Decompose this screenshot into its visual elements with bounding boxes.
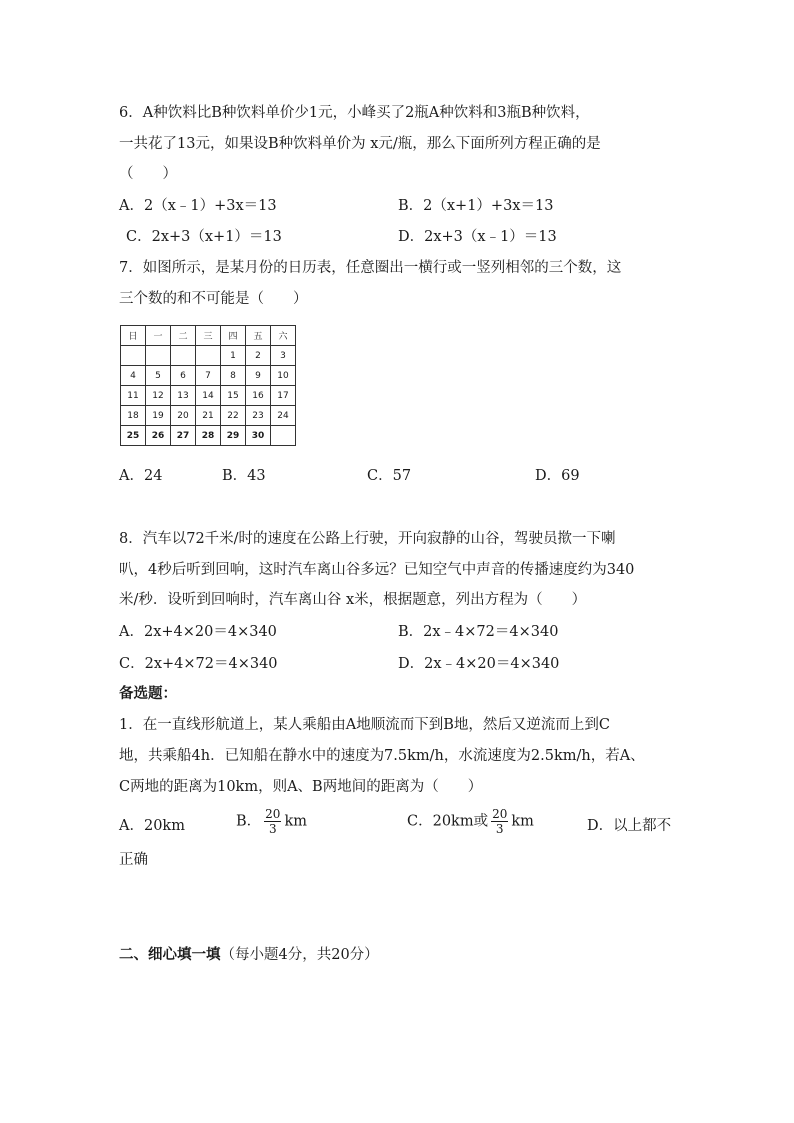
calendar-cell: 24 [271, 406, 296, 426]
option-c-unit: km [511, 813, 534, 830]
q6-option-d: D．2x+3（x﹣1）＝13 [398, 229, 557, 245]
calendar-cell: 3 [271, 346, 296, 366]
calendar-header-row [121, 326, 296, 346]
calendar-cell [146, 346, 171, 366]
q6-option-c: C．2x+3（x+1）＝13 [126, 229, 282, 245]
q7-stem-line-1: 7．如图所示，是某月份的日历表，任意圈出一横行或一竖列相邻的三个数，这 [119, 260, 622, 276]
calendar-header-cell: 五 [246, 326, 271, 346]
calendar-row [121, 386, 296, 406]
backup-q1-option-c [407, 807, 534, 836]
q6-option-a: A．2（x﹣1）+3x＝13 [119, 198, 277, 214]
calendar-cell: 25 [121, 426, 146, 446]
q8-option-d: D．2x﹣4×20＝4×340 [398, 656, 560, 672]
calendar-header-cell: 三 [196, 326, 221, 346]
calendar-cell: 10 [271, 366, 296, 386]
backup-q1-stem-line-3: C两地的距离为10km，则A、B两地间的距离为（ ） [119, 779, 483, 795]
fraction-denominator: 3 [268, 822, 277, 836]
calendar-cell: 21 [196, 406, 221, 426]
calendar-cell: 14 [196, 386, 221, 406]
calendar-cell: 17 [271, 386, 296, 406]
calendar-cell: 8 [221, 366, 246, 386]
calendar-cell: 12 [146, 386, 171, 406]
q6-stem-line-1: 6．A种饮料比B种饮料单价少1元，小峰买了2瓶A种饮料和3瓶B种饮料， [119, 105, 590, 121]
section-2-heading [119, 945, 379, 965]
calendar-cell [171, 346, 196, 366]
section-2-note: （每小题4分，共20分） [220, 947, 379, 963]
q8-stem-line-1: 8．汽车以72千米/时的速度在公路上行驶，开向寂静的山谷，驾驶员揿一下喇 [119, 531, 616, 547]
calendar-header-cell: 六 [271, 326, 296, 346]
section-2-title: 二、细心填一填 [119, 946, 221, 963]
q6-blank: （ ） [119, 166, 177, 182]
calendar-header-cell: 一 [146, 326, 171, 346]
calendar-cell: 9 [246, 366, 271, 386]
calendar-cell: 5 [146, 366, 171, 386]
q7-option-c: C．57 [367, 468, 412, 484]
calendar-cell: 2 [246, 346, 271, 366]
q6-option-b: B．2（x+1）+3x＝13 [398, 198, 554, 214]
calendar-cell: 13 [171, 386, 196, 406]
calendar-cell [271, 426, 296, 446]
q7-option-d: D．69 [535, 468, 580, 484]
fraction-20-over-3 [264, 807, 281, 836]
calendar-header-cell: 四 [221, 326, 246, 346]
q6-stem-line-2: 一共花了13元，如果设B种饮料单价为 x元/瓶，那么下面所列方程正确的是 [119, 136, 601, 152]
q7-option-a: A．24 [119, 468, 163, 484]
calendar-cell: 30 [246, 426, 271, 446]
calendar-table [120, 325, 296, 446]
calendar-cell [121, 346, 146, 366]
option-c-prefix: C．20km或 [407, 813, 489, 830]
backup-q1-option-d-continued: 正确 [119, 852, 148, 868]
q8-option-c: C．2x+4×72＝4×340 [119, 656, 278, 672]
option-b-unit: km [284, 813, 307, 830]
q8-option-a: A．2x+4×20＝4×340 [119, 624, 277, 640]
calendar-cell: 19 [146, 406, 171, 426]
calendar-cell: 23 [246, 406, 271, 426]
calendar-cell: 27 [171, 426, 196, 446]
calendar-row [121, 406, 296, 426]
calendar-cell: 7 [196, 366, 221, 386]
calendar-cell: 28 [196, 426, 221, 446]
calendar-cell: 26 [146, 426, 171, 446]
calendar-cell: 29 [221, 426, 246, 446]
calendar-header-cell: 二 [171, 326, 196, 346]
fraction-20-over-3 [491, 807, 508, 836]
calendar-cell: 6 [171, 366, 196, 386]
fraction-denominator: 3 [495, 822, 504, 836]
fraction-numerator: 20 [492, 807, 508, 821]
fraction-numerator: 20 [265, 807, 281, 821]
backup-q1-stem-line-1: 1．在一直线形航道上，某人乘船由A地顺流而下到B地，然后又逆流而上到C [119, 717, 610, 733]
q7-option-b: B．43 [222, 468, 266, 484]
calendar-cell: 16 [246, 386, 271, 406]
backup-q1-option-b [236, 807, 307, 836]
q8-option-b: B．2x﹣4×72＝4×340 [398, 624, 559, 640]
calendar-row [121, 346, 296, 366]
q8-stem-line-2: 叭，4秒后听到回响，这时汽车离山谷多远？已知空气中声音的传播速度约为340 [119, 562, 635, 578]
calendar-cell: 4 [121, 366, 146, 386]
calendar-row [121, 366, 296, 386]
calendar-cell [196, 346, 221, 366]
calendar-header-cell: 日 [121, 326, 146, 346]
q7-stem-line-2: 三个数的和不可能是（ ） [119, 291, 308, 307]
option-b-prefix: B． [236, 813, 262, 830]
calendar-cell: 20 [171, 406, 196, 426]
calendar-cell: 22 [221, 406, 246, 426]
calendar-cell: 11 [121, 386, 146, 406]
calendar-cell: 15 [221, 386, 246, 406]
q8-stem-line-3: 米/秒．设听到回响时，汽车离山谷 x米，根据题意，列出方程为（ ） [119, 592, 587, 608]
backup-section-title: 备选题： [119, 685, 177, 702]
calendar-cell: 18 [121, 406, 146, 426]
calendar-row [121, 426, 296, 446]
backup-q1-option-d: D．以上都不 [587, 818, 672, 834]
backup-q1-stem-line-2: 地，共乘船4h．已知船在静水中的速度为7.5km/h，水流速度为2.5km/h，若A、 [119, 748, 645, 764]
calendar-cell: 1 [221, 346, 246, 366]
backup-q1-option-a: A．20km [119, 818, 185, 834]
